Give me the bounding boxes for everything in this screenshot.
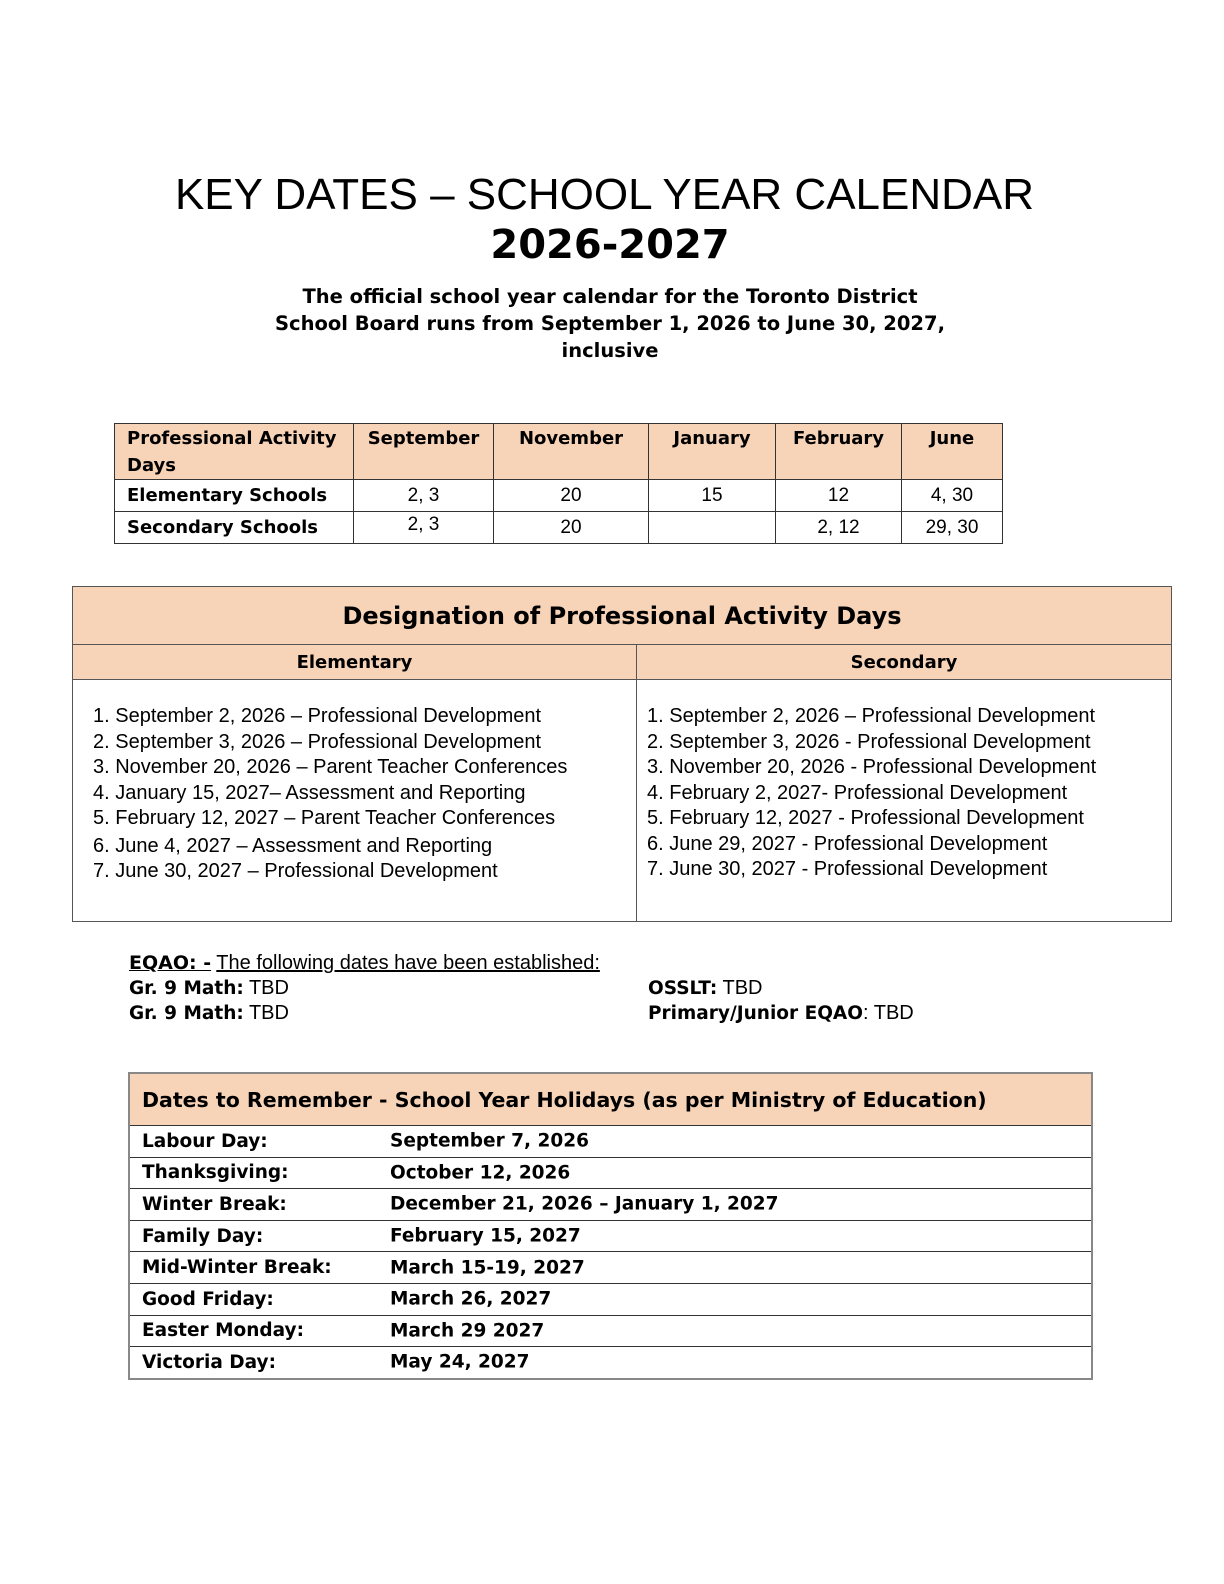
table-cell	[649, 512, 776, 544]
secondary-heading: Secondary	[637, 645, 1172, 680]
eqao-row	[129, 1001, 1089, 1026]
table-cell: 4, 30	[902, 480, 1003, 512]
holiday-row	[129, 1126, 1092, 1158]
holidays-table	[128, 1072, 1093, 1380]
list-item: 3. November 20, 2026 – Parent Teacher Conferences	[93, 756, 568, 778]
list-item: 6. June 29, 2027 - Professional Development	[647, 832, 1048, 855]
holiday-row	[129, 1157, 1092, 1189]
holiday-name: Family Day:	[142, 1225, 264, 1247]
header-january: January	[649, 424, 776, 480]
page-title: KEY DATES – SCHOOL YEAR CALENDAR	[174, 170, 1035, 219]
list-item: 5. February 12, 2027 – Parent Teacher Conferences	[93, 807, 556, 829]
list-item: 7. June 30, 2027 - Professional Development	[647, 858, 1048, 880]
eqao-item: Gr. 9 Math: TBD	[129, 1002, 289, 1024]
holiday-date: March 26, 2027	[390, 1288, 552, 1310]
table-cell: 20	[494, 512, 649, 544]
eqao-row	[129, 976, 1089, 1001]
table-row-elementary	[115, 480, 1003, 512]
school-year: 2026-2027	[490, 222, 730, 268]
row-label: Elementary Schools	[115, 480, 354, 512]
eqao-item: OSSLT: TBD	[648, 977, 763, 999]
row-label: Secondary Schools	[115, 512, 354, 544]
eqao-item: Gr. 9 Math: TBD	[129, 977, 289, 999]
list-item: 4. February 2, 2027- Professional Development	[647, 781, 1068, 804]
holiday-name: Easter Monday:	[142, 1320, 304, 1342]
holiday-row	[129, 1315, 1092, 1347]
secondary-list	[637, 680, 1172, 922]
eqao-section	[129, 950, 1089, 1026]
holiday-date: February 15, 2027	[390, 1225, 581, 1247]
list-item: 1. September 2, 2026 – Professional Development	[93, 705, 542, 727]
table-cell: 29, 30	[902, 512, 1003, 544]
holiday-name: Mid-Winter Break:	[142, 1257, 332, 1279]
header-february: February	[776, 424, 902, 480]
table-cell: 15	[649, 480, 776, 512]
header-november: November	[494, 424, 649, 480]
eqao-label: EQAO: -	[129, 952, 212, 974]
designation-table	[72, 586, 1172, 922]
holiday-row	[129, 1347, 1092, 1379]
holiday-name: Winter Break:	[142, 1193, 287, 1215]
list-item: 3. November 20, 2026 - Professional Development	[647, 756, 1097, 778]
table-header-row	[115, 424, 1003, 480]
eqao-heading	[129, 950, 1089, 976]
holiday-date: September 7, 2026	[390, 1130, 589, 1152]
designation-title: Designation of Professional Activity Days	[73, 587, 1172, 645]
list-item: 5. February 12, 2027 - Professional Development	[647, 807, 1084, 829]
intro-line-1: The official school year calendar for the Toronto District	[302, 285, 918, 308]
header-june: June	[902, 424, 1003, 480]
holidays-title: Dates to Remember - School Year Holidays (as per Ministry of Education)	[129, 1073, 1092, 1126]
header-september: September	[354, 424, 494, 480]
holiday-row	[129, 1189, 1092, 1221]
pa-days-table	[114, 423, 1003, 544]
table-row-secondary	[115, 512, 1003, 544]
elementary-list	[73, 680, 637, 922]
list-item: 2. September 3, 2026 – Professional Development	[93, 730, 542, 753]
holiday-name: Thanksgiving:	[142, 1162, 289, 1184]
table-cell: 2, 12	[776, 512, 902, 544]
holiday-name: Victoria Day:	[142, 1351, 276, 1373]
eqao-item: Primary/Junior EQAO: TBD	[648, 1002, 914, 1024]
intro-text	[250, 283, 970, 364]
eqao-text: The following dates have been established:	[216, 952, 600, 974]
holiday-row	[129, 1283, 1092, 1315]
list-item: 2. September 3, 2026 - Professional Development	[647, 730, 1091, 753]
holiday-date: October 12, 2026	[390, 1162, 571, 1184]
elementary-heading: Elementary	[73, 645, 637, 680]
holiday-name: Labour Day:	[142, 1130, 268, 1152]
holiday-row	[129, 1220, 1092, 1252]
table-cell: 2, 3	[354, 512, 494, 544]
list-item: 7. June 30, 2027 – Professional Development	[93, 860, 498, 882]
intro-line-2: School Board runs from September 1, 2026 to June 30, 2027,	[275, 312, 945, 335]
header-pa-days: Professional Activity Days	[115, 424, 354, 480]
list-item: 4. January 15, 2027– Assessment and Reporting	[93, 781, 526, 804]
holiday-name: Good Friday:	[142, 1288, 274, 1310]
list-item: 6. June 4, 2027 – Assessment and Reporting	[93, 834, 493, 857]
table-cell: 12	[776, 480, 902, 512]
list-item: 1. September 2, 2026 – Professional Development	[647, 705, 1096, 727]
intro-line-3: inclusive	[561, 339, 659, 362]
table-cell: 20	[494, 480, 649, 512]
holiday-date: March 15-19, 2027	[390, 1257, 585, 1279]
holiday-row	[129, 1252, 1092, 1284]
holiday-date: December 21, 2026 – January 1, 2027	[390, 1193, 779, 1215]
table-cell: 2, 3	[354, 480, 494, 512]
holiday-date: May 24, 2027	[390, 1351, 530, 1373]
holiday-date: March 29 2027	[390, 1320, 545, 1342]
